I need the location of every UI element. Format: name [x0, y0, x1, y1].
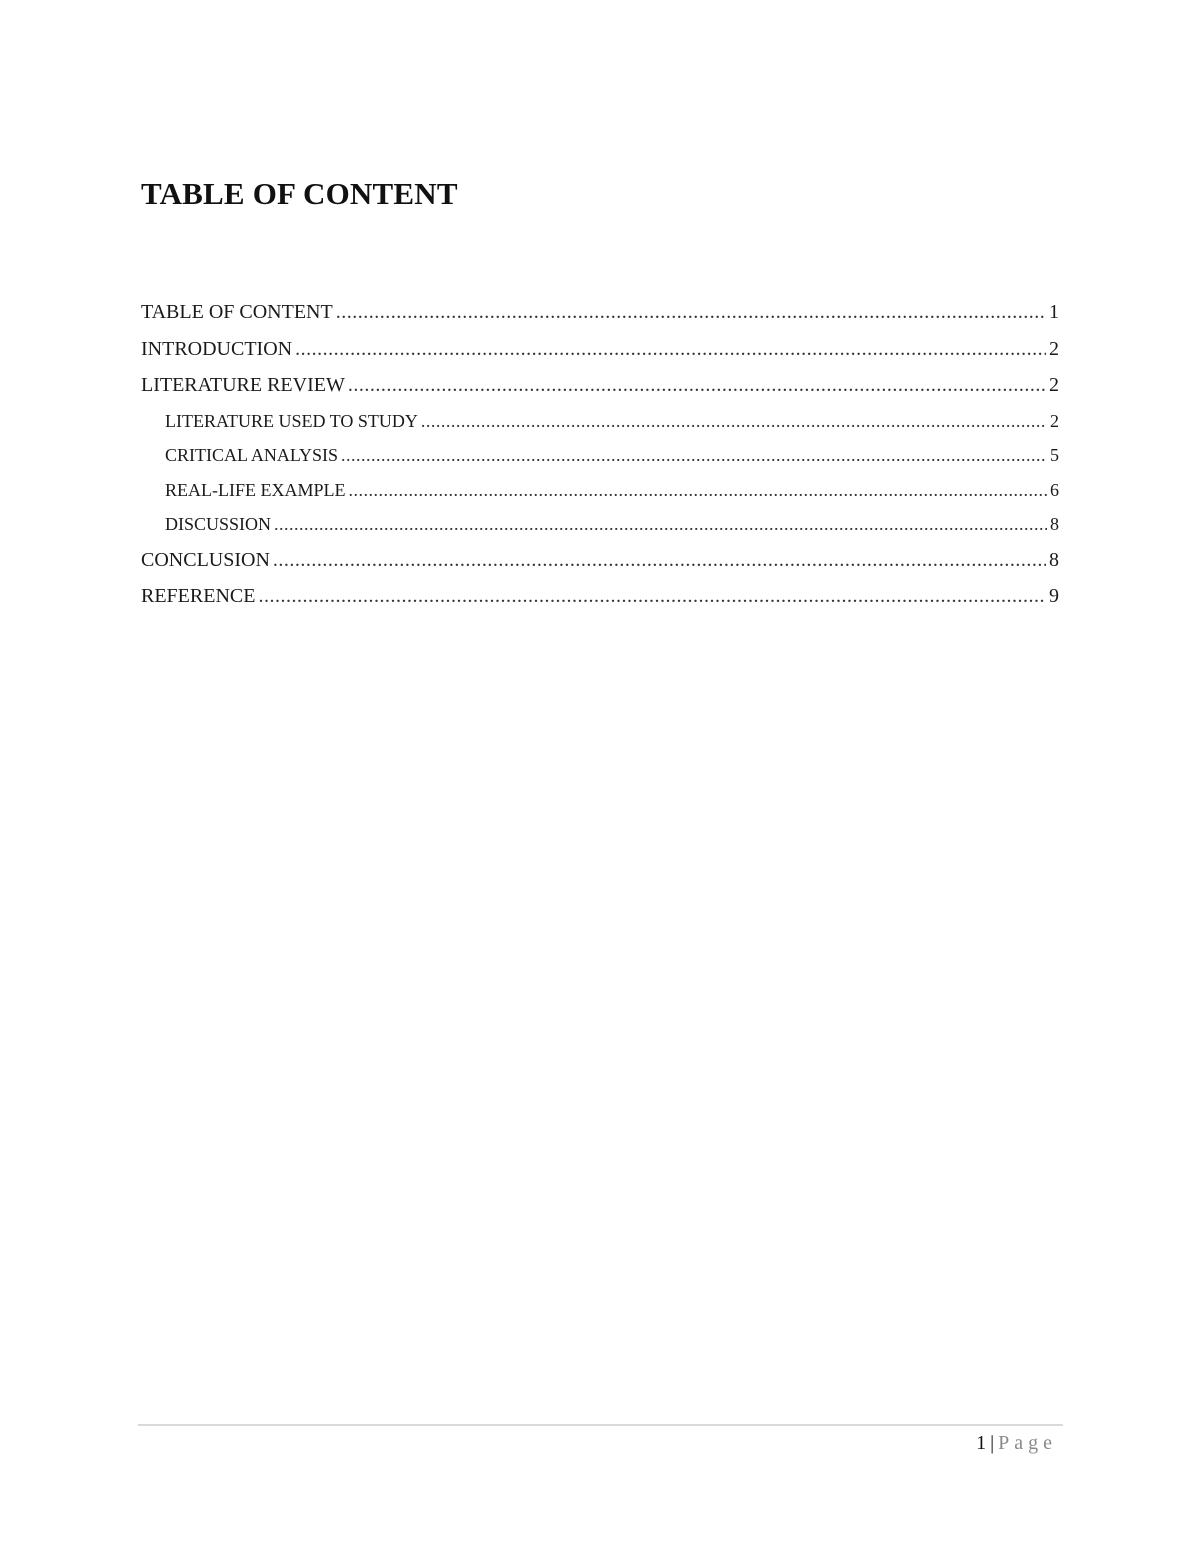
toc-entry-label: CONCLUSION: [141, 548, 270, 571]
toc-entry-page: 2: [1049, 337, 1059, 360]
toc-dot-leader: [341, 440, 1047, 470]
toc-entry-literature-review[interactable]: [141, 369, 1059, 406]
toc-entry-page: 2: [1049, 374, 1059, 396]
toc-entry-discussion[interactable]: [141, 509, 1059, 544]
footer-page-number: 1: [976, 1432, 987, 1454]
toc-entry-label: INTRODUCTION: [141, 337, 293, 360]
toc-dot-leader: [295, 333, 1046, 365]
toc-dot-leader: [421, 406, 1047, 436]
toc-entry-label: DISCUSSION: [165, 514, 272, 534]
toc-dot-leader: [274, 509, 1047, 539]
toc-entry-label: REFERENCE: [141, 585, 256, 607]
page-footer: [976, 1429, 1057, 1457]
footer-page-word: Page: [998, 1432, 1057, 1454]
toc-dot-leader: [348, 475, 1047, 505]
table-of-contents: [141, 296, 1059, 617]
toc-entry-introduction[interactable]: [141, 333, 1059, 370]
page-title: TABLE OF CONTENT: [141, 176, 458, 211]
toc-entry-real-life-example[interactable]: [141, 475, 1059, 510]
toc-dot-leader: [348, 369, 1046, 401]
footer-separator: |: [990, 1432, 995, 1454]
toc-dot-leader: [258, 580, 1046, 612]
toc-entry-page: 2: [1050, 410, 1059, 431]
toc-entry-label: TABLE OF CONTENT: [141, 301, 333, 323]
toc-entry-label: LITERATURE USED TO STUDY: [165, 410, 418, 431]
toc-entry-page: 9: [1049, 585, 1059, 607]
toc-entry-label: REAL-LIFE EXAMPLE: [165, 479, 346, 500]
toc-entry-critical-analysis[interactable]: [141, 440, 1059, 475]
toc-dot-leader: [273, 544, 1046, 576]
toc-entry-label: LITERATURE REVIEW: [141, 374, 345, 396]
toc-entry-page: 6: [1050, 479, 1059, 500]
toc-entry-literature-used-to-study[interactable]: [141, 406, 1059, 441]
toc-entry-label: CRITICAL ANALYSIS: [165, 445, 339, 465]
toc-entry-reference[interactable]: [141, 580, 1059, 617]
toc-entry-page: 8: [1049, 548, 1059, 571]
toc-entry-conclusion[interactable]: [141, 544, 1059, 581]
toc-entry-page: 5: [1050, 445, 1059, 465]
toc-entry-page: 8: [1050, 514, 1059, 534]
footer-divider: [138, 1424, 1063, 1426]
toc-entry-table-of-content[interactable]: [141, 296, 1059, 333]
toc-dot-leader: [336, 296, 1046, 328]
toc-entry-page: 1: [1049, 301, 1059, 323]
